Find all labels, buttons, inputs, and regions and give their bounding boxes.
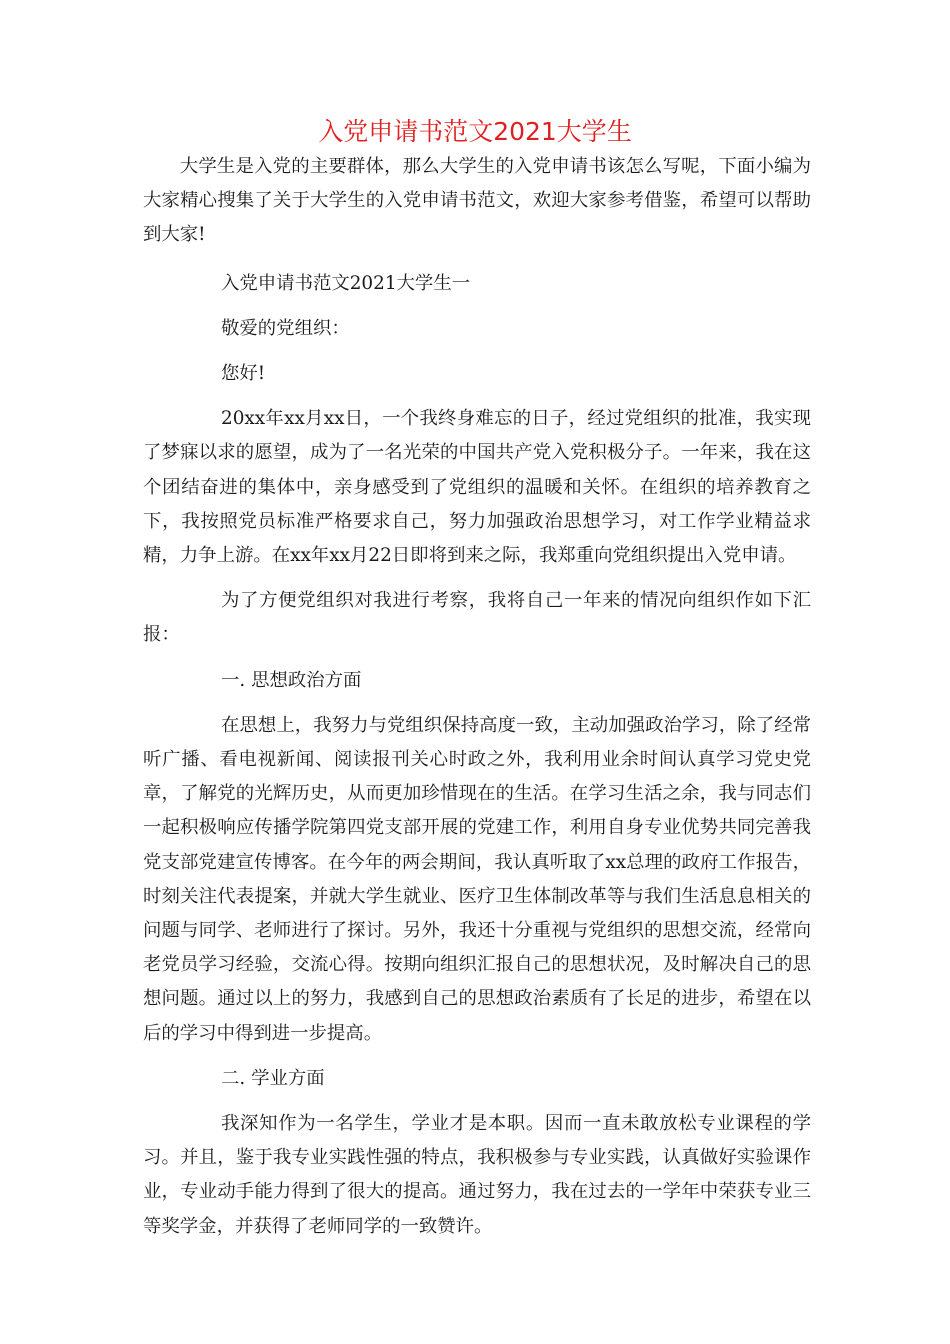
section-heading-politics: 一. 思想政治方面: [221, 669, 362, 691]
greeting: 您好!: [221, 363, 266, 385]
section-body-politics: 在思想上，我努力与党组织保持高度一致，主动加强政治学习，除了经常听广播、看电视新闻、阅读报刊关心时政之外，我利用业余时间认真学习党史党章，了解党的光辉历史，从而更加珍惜现在的生活。在学习生活之余，我与同志们一起积极响应传播学院第四党支部开展的党建工作，利用自身专业优势共同完善我党支部党建宣传博客。在今年的两会期间，我认真听取了xx总理的政府工作报告，时刻关注代表提案，并就大学生就业、医疗卫生体制改革等与我们生活息息相关的问题与同学、老师进行了探讨。另外，我还十分重视与党组织的思想交流，经常向老党员学习经验，交流心得。按期向组织汇报自己的思想状况，及时解决自己的思想问题。通过以上的努力，我感到自己的思想政治素质有了长足的进步，希望在以后的学习中得到进一步提高。: [143, 714, 811, 1044]
body-paragraph-2: 为了方便党组织对我进行考察，我将自己一年来的情况向组织作如下汇报：: [143, 590, 811, 646]
document-title: 入党申请书范文2021大学生: [318, 117, 632, 146]
section-heading-academics: 二. 学业方面: [221, 1067, 325, 1089]
intro-paragraph: 大学生是入党的主要群体，那么大学生的入党申请书该怎么写呢，下面小编为大家精心搜集了关于大学生的入党申请书范文，欢迎大家参考借鉴，希望可以帮助到大家!: [143, 156, 811, 246]
salutation: 敬爱的党组织：: [221, 317, 350, 339]
section-body-academics: 我深知作为一名学生，学业才是本职。因而一直未敢放松专业课程的学习。并且，鉴于我专业实践性强的特点，我积极参与专业实践，认真做好实验课作业，专业动手能力得到了很大的提高。通过努力，我在过去的一学年中荣获专业三等奖学金，并获得了老师同学的一致赞许。: [143, 1113, 811, 1237]
document-body: [143, 150, 811, 1255]
body-paragraph-1: 20xx年xx月xx日，一个我终身难忘的日子，经过党组织的批准，我实现了梦寐以求的愿望，成为了一名光荣的中国共产党入党积极分子。一年来，我在这个团结奋进的集体中，亲身感受到了党组织的温暖和关怀。在组织的培养教育之下，我按照党员标准严格要求自己，努力加强政治思想学习，对工作学业精益求精，力争上游。在xx年xx月22日即将到来之际，我郑重向党组织提出入党申请。: [143, 408, 811, 567]
letter-subtitle: 入党申请书范文2021大学生一: [221, 272, 471, 294]
